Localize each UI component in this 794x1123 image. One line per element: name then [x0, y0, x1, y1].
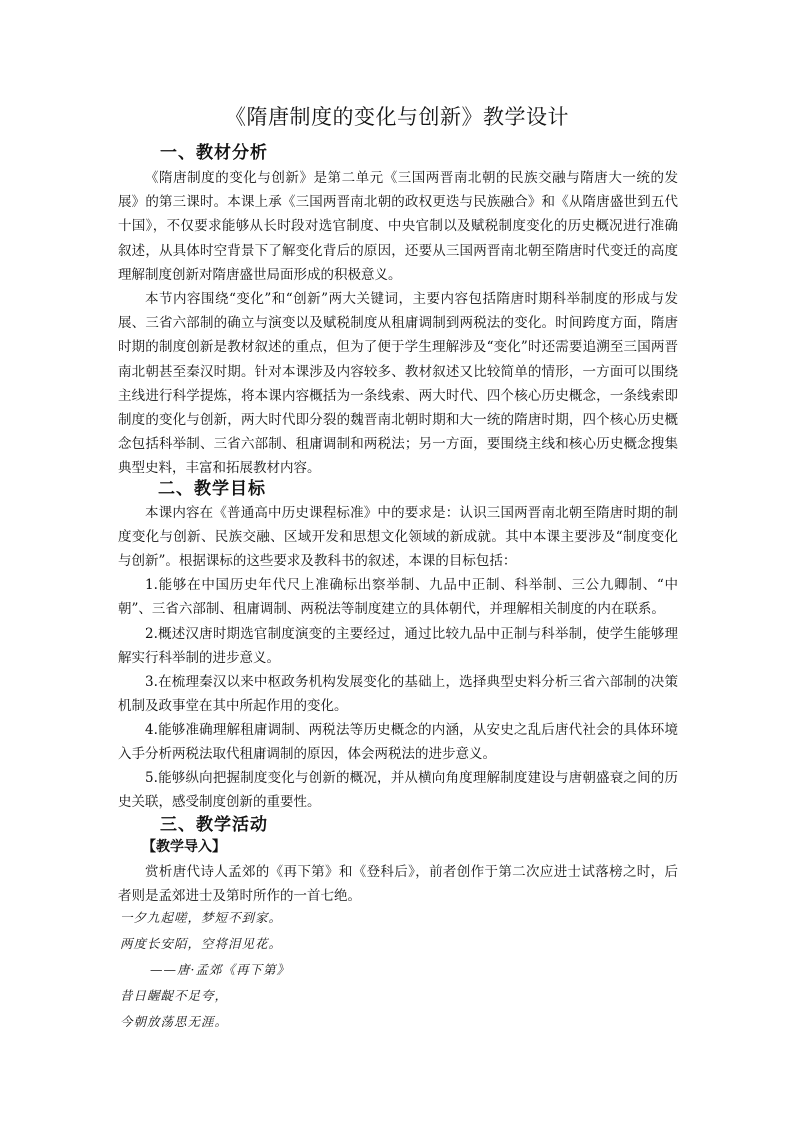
paragraph: 本节内容围绕“变化”和“创新”两大关键词，主要内容包括隋唐时期科举制度的形成与发展、三省六部制的确立与演变以及赋税制度从租庸调制到两税法的变化。时间跨度方面，隋唐时期的制度创新是教材叙述的重点，但为了便于学生理解涉及“变化”时还需要追溯至三国两晋南北朝甚至秦汉时期。针对本课涉及内容较多、教材叙述又比较简单的情形，一方面可以围绕主线进行科学提炼，将本课内容概括为一条线索、两大时代、四个核心历史概念，一条线索即制度的变化与创新，两大时代即分裂的魏晋南北朝时期和大一统的隋唐时期，四个核心历史概念包括科举制、三省六部制、租庸调制和两税法；另一方面，要围绕主线和核心历史概念搜集典型史料，丰富和拓展教材内容。 — [118, 291, 678, 477]
paragraph: 本课内容在《普通高中历史课程标准》中的要求是：认识三国两晋南北朝至隋唐时期的制度变化与创新、民族交融、区域开发和思想文化领域的新成就。其中本课主要涉及“制度变化与创新”。根据课标的这些要求及教科书的叙述，本课的目标包括： — [118, 505, 678, 570]
objective-item: 5.能够纵向把握制度变化与创新的概况，并从横向角度理解制度建设与唐朝盛衰之间的历史关联，感受制度创新的重要性。 — [118, 770, 678, 811]
poem-line: 昔日龌龊不足夸， — [120, 988, 229, 1003]
paragraph: 《隋唐制度的变化与创新》是第二单元《三国两晋南北朝的民族交融与隋唐大一统的发展》的第三课时。本课上承《三国两晋南北朝的政权更迭与民族融合》和《从隋唐盛世到五代十国》，不仅要求能够从长时段对选官制度、中央官制以及赋税制度变化的历史概况进行准确叙述，从具体时空背景下了解变化背后的原因，还要从三国两晋南北朝至隋唐时代变迁的高度理解制度创新对隋唐盛世局面形成的积极意义。 — [118, 170, 678, 283]
section-heading-objectives: 二、教学目标 — [158, 479, 266, 499]
section-heading-analysis: 一、教材分析 — [160, 143, 268, 163]
objective-item: 3.在梳理秦汉以来中枢政务机构发展变化的基础上，选择典型史料分析三省六部制的决策机制及政事堂在其中所起作用的变化。 — [118, 674, 678, 715]
paragraph: 赏析唐代诗人孟郊的《再下第》和《登科后》，前者创作于第二次应进士试落榜之时，后者则是孟郊进士及第时所作的一首七绝。 — [118, 864, 678, 905]
objective-item: 1.能够在中国历史年代尺上准确标出察举制、九品中正制、科举制、三公九卿制、“中朝”、三省六部制、租庸调制、两税法等制度建立的具体朝代，并理解相关制度的内在联系。 — [118, 577, 678, 618]
poem-line: 一夕九起嗟，梦短不到家。 — [120, 910, 283, 925]
objective-item: 2.概述汉唐时期选官制度演变的主要经过，通过比较九品中正制与科举制，使学生能够理解实行科举制的进步意义。 — [118, 626, 678, 667]
poem-line: 今朝放荡思无涯。 — [120, 1014, 229, 1029]
poem-block — [120, 905, 290, 1035]
section-heading-activities: 三、教学活动 — [160, 815, 268, 835]
document-title: 《隋唐制度的变化与创新》教学设计 — [225, 105, 569, 129]
subheading-intro: 【教学导入】 — [142, 839, 226, 855]
poem-line: 两度长安陌，空将泪见花。 — [120, 936, 283, 951]
objective-item: 4.能够准确理解租庸调制、两税法等历史概念的内涵，从安史之乱后唐代社会的具体环境入手分析两税法取代租庸调制的原因，体会两税法的进步意义。 — [118, 722, 678, 763]
poem-attribution: ——唐·孟郊《再下第》 — [150, 962, 290, 977]
